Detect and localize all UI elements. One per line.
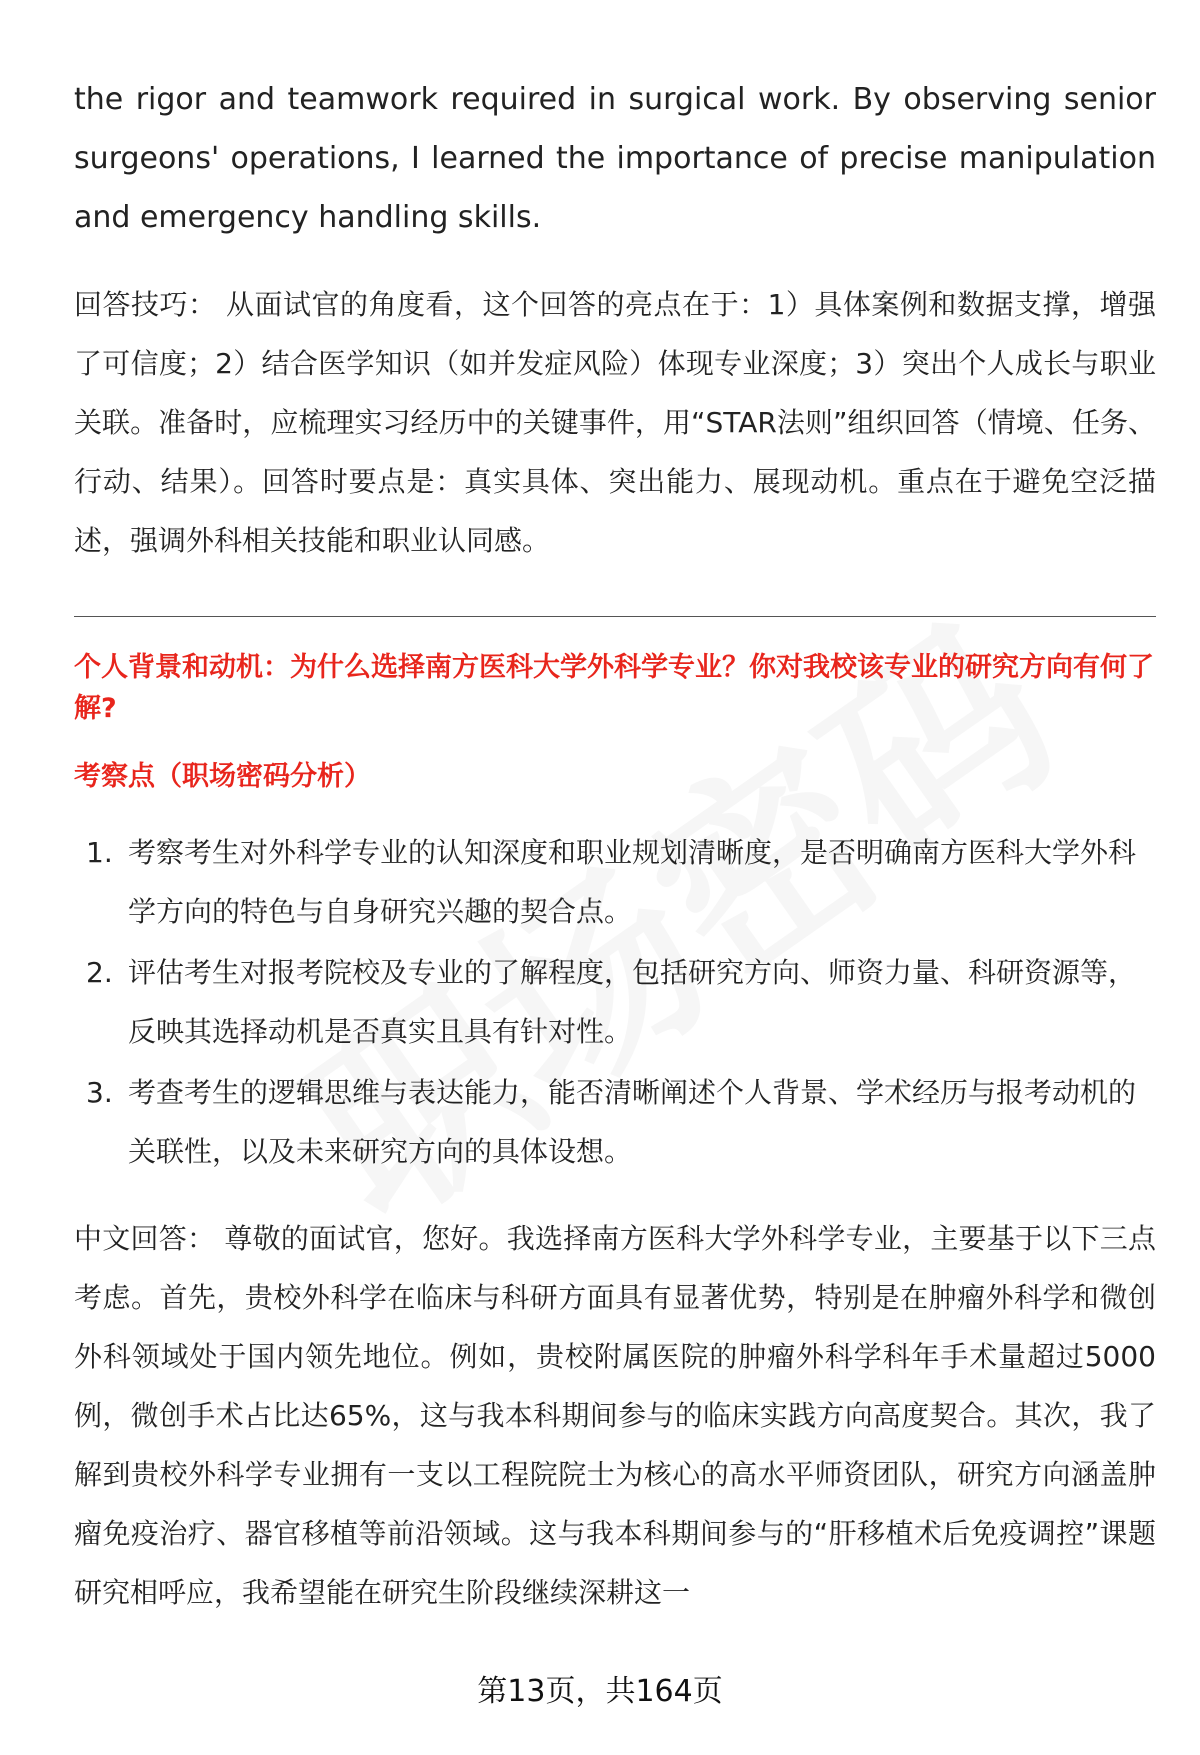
list-item-text: 考查考生的逻辑思维与表达能力，能否清晰阐述个人背景、学术经历与报考动机的关联性，以及未来研究方向的具体设想。 (128, 1076, 1137, 1168)
section-divider (74, 616, 1156, 617)
answer-tips-paragraph: 回答技巧： 从面试官的角度看，这个回答的亮点在于：1）具体案例和数据支撑，增强了可信度；2）结合医学知识（如并发症风险）体现专业深度；3）突出个人成长与职业关联。准备时，应梳理实习经历中的关键事件，用“STAR法则”组织回答（情境、任务、行动、结果）。回答时要点是：真实具体、突出能力、展现动机。重点在于避免空泛描述，强调外科相关技能和职业认同感。 (74, 288, 1156, 557)
list-item-number: 3. (86, 1076, 113, 1109)
list-item-text: 评估考生对报考院校及专业的了解程度，包括研究方向、师资力量、科研资源等，反映其选择动机是否真实且具有针对性。 (128, 956, 1137, 1048)
list-item (74, 823, 1156, 941)
intro-paragraph: the rigor and teamwork required in surgical work. By observing senior surgeons' operations, I learned the importance of precise manipulation and emergency handling skills. (74, 82, 1156, 235)
points-heading: 考察点（职场密码分析） (74, 761, 371, 792)
list-item-text: 考察考生对外科学专业的认知深度和职业规划清晰度，是否明确南方医科大学外科学方向的特色与自身研究兴趣的契合点。 (128, 836, 1137, 928)
list-item-number: 1. (86, 836, 113, 869)
assessment-points-list (74, 823, 1156, 1181)
chinese-answer-paragraph: 中文回答： 尊敬的面试官，您好。我选择南方医科大学外科学专业，主要基于以下三点考虑。首先，贵校外科学在临床与科研方面具有显著优势，特别是在肿瘤外科学和微创外科领域处于国内领先地位。例如，贵校附属医院的肿瘤外科学科年手术量超过5000例，微创手术占比达65%，这与我本科期间参与的临床实践方向高度契合。其次，我了解到贵校外科学专业拥有一支以工程院院士为核心的高水平师资团队，研究方向涵盖肿瘤免疫治疗、器官移植等前沿领域。这与我本科期间参与的“肝移植术后免疫调控”课题研究相呼应，我希望能在研究生阶段继续深耕这一 (74, 1222, 1156, 1609)
list-item (74, 943, 1156, 1061)
list-item-number: 2. (86, 956, 113, 989)
list-item (74, 1063, 1156, 1181)
document-page (74, 70, 1156, 1622)
interview-question: 个人背景和动机：为什么选择南方医科大学外科学专业？你对我校该专业的研究方向有何了解? (74, 652, 1154, 724)
page-number-footer: 第13页，共164页 (477, 1674, 723, 1709)
